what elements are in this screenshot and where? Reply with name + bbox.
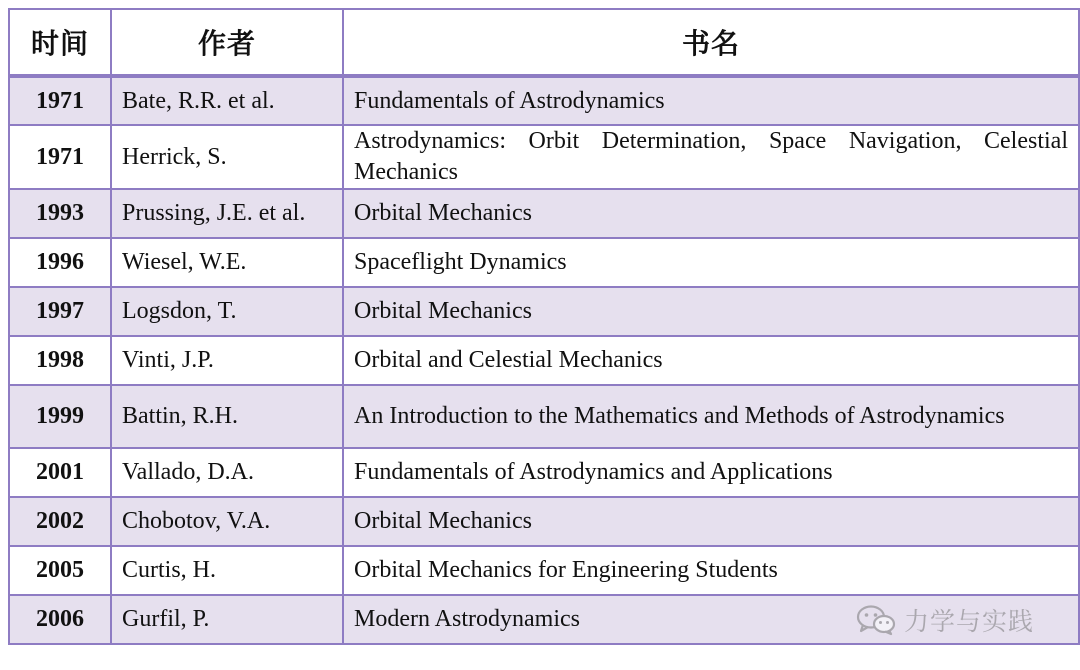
cell-year: 1996: [9, 238, 111, 287]
cell-title: Orbital Mechanics for Engineering Students: [343, 546, 1079, 595]
cell-title: An Introduction to the Mathematics and Methods of Astrodynamics: [343, 385, 1079, 448]
cell-title: Fundamentals of Astrodynamics and Applications: [343, 448, 1079, 497]
cell-year: 1999: [9, 385, 111, 448]
table-row: [9, 546, 1079, 595]
table-row: [9, 448, 1079, 497]
cell-author: Battin, R.H.: [111, 385, 343, 448]
table-row: [9, 385, 1079, 448]
cell-author: Herrick, S.: [111, 125, 343, 189]
cell-title: Spaceflight Dynamics: [343, 238, 1079, 287]
cell-title: Orbital Mechanics: [343, 497, 1079, 546]
cell-year: 2005: [9, 546, 111, 595]
cell-year: 1993: [9, 189, 111, 238]
header-row: [9, 9, 1079, 76]
cell-author: Wiesel, W.E.: [111, 238, 343, 287]
cell-author: Curtis, H.: [111, 546, 343, 595]
cell-author: Bate, R.R. et al.: [111, 76, 343, 125]
table-row: [9, 497, 1079, 546]
cell-year: 2001: [9, 448, 111, 497]
cell-year: 2006: [9, 595, 111, 644]
table-row: [9, 76, 1079, 125]
cell-author: Vinti, J.P.: [111, 336, 343, 385]
cell-year: 1971: [9, 76, 111, 125]
header-title: 书名: [343, 9, 1079, 76]
cell-year: 2002: [9, 497, 111, 546]
cell-author: Gurfil, P.: [111, 595, 343, 644]
cell-title: Astrodynamics: Orbit Determination, Space Navigation, Celestial Mechanics: [343, 125, 1079, 189]
header-year: 时间: [9, 9, 111, 76]
table-header: [9, 9, 1079, 76]
header-author: 作者: [111, 9, 343, 76]
cell-year: 1997: [9, 287, 111, 336]
table-row: [9, 287, 1079, 336]
cell-year: 1971: [9, 125, 111, 189]
cell-title: Orbital and Celestial Mechanics: [343, 336, 1079, 385]
cell-author: Chobotov, V.A.: [111, 497, 343, 546]
table-row: [9, 595, 1079, 644]
table-row: [9, 238, 1079, 287]
table-row: [9, 336, 1079, 385]
table-body: [9, 76, 1079, 644]
watermark-text: 力学与实践: [904, 607, 1035, 636]
cell-title: Modern Astrodynamics: [343, 595, 1079, 644]
cell-title: Orbital Mechanics: [343, 287, 1079, 336]
cell-author: Prussing, J.E. et al.: [111, 189, 343, 238]
cell-year: 1998: [9, 336, 111, 385]
table-row: [9, 125, 1079, 189]
cell-title: Fundamentals of Astrodynamics: [343, 76, 1079, 125]
table-row: [9, 189, 1079, 238]
cell-author: Logsdon, T.: [111, 287, 343, 336]
cell-author: Vallado, D.A.: [111, 448, 343, 497]
books-table: [8, 8, 1080, 645]
cell-title: Orbital Mechanics: [343, 189, 1079, 238]
